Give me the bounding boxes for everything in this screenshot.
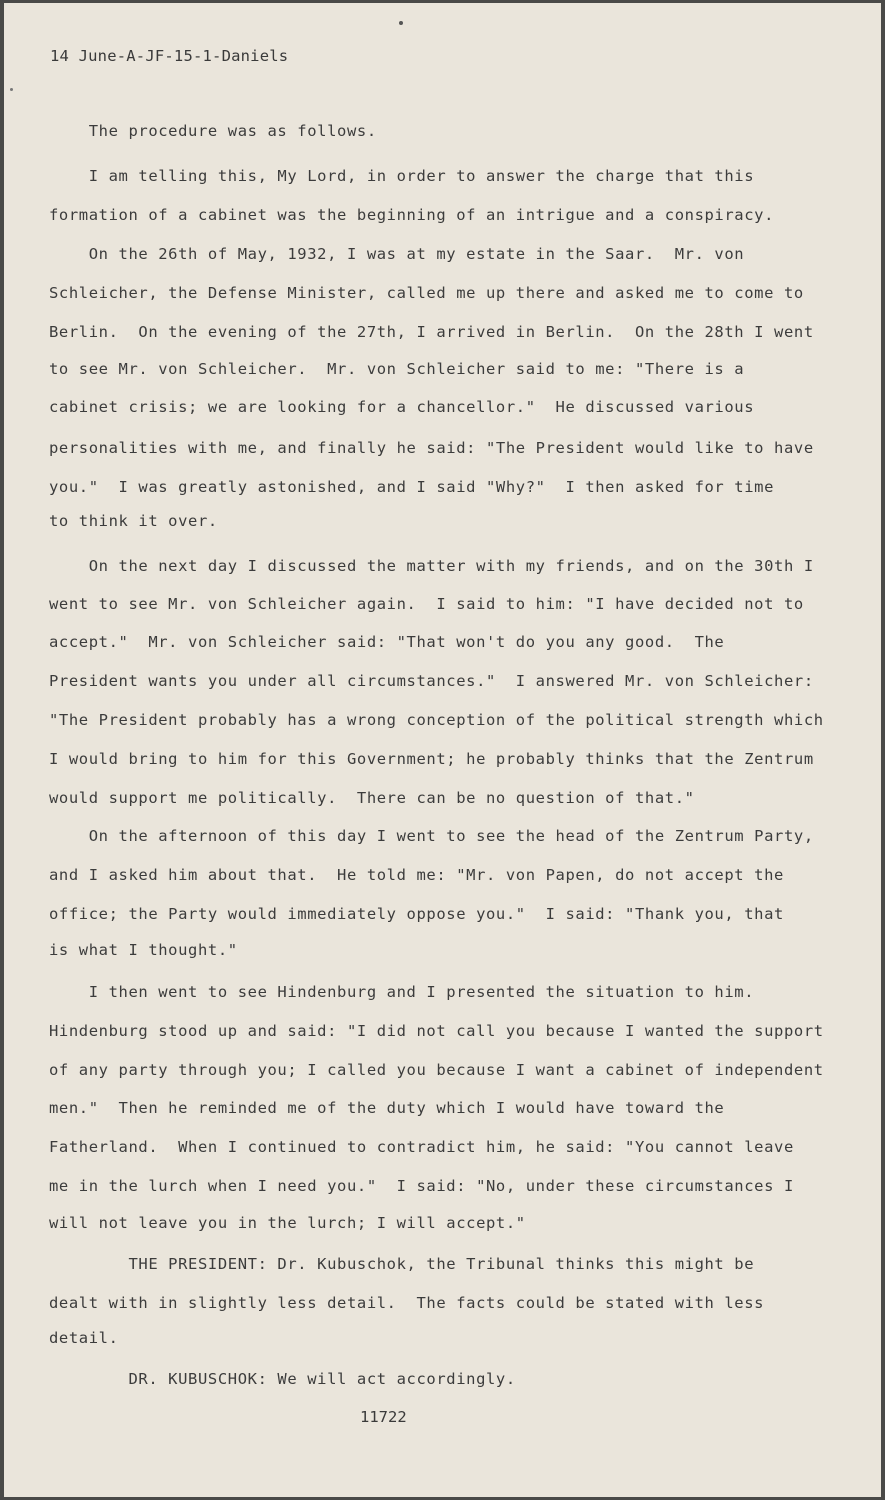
- text-line: DR. KUBUSCHOK: We will act accordingly.: [49, 1370, 516, 1388]
- text-line: personalities with me, and finally he said: "The President would like to have: [49, 439, 814, 457]
- text-line: went to see Mr. von Schleicher again. I said to him: "I have decided not to: [49, 595, 804, 613]
- text-line: I would bring to him for this Government; he probably thinks that the Zentrum: [49, 750, 814, 768]
- text-line: you." I was greatly astonished, and I said "Why?" I then asked for time: [49, 478, 775, 496]
- text-line: to think it over.: [49, 512, 218, 530]
- punch-mark: [399, 21, 403, 25]
- text-line: "The President probably has a wrong conception of the political strength which: [49, 711, 824, 729]
- text-line: to see Mr. von Schleicher. Mr. von Schleicher said to me: "There is a: [49, 360, 745, 378]
- text-line: On the next day I discussed the matter with my friends, and on the 30th I: [49, 557, 814, 575]
- text-line: is what I thought.": [49, 941, 238, 959]
- text-line: cabinet crisis; we are looking for a chancellor." He discussed various: [49, 398, 755, 416]
- punch-mark: [10, 88, 13, 91]
- text-line: Schleicher, the Defense Minister, called me up there and asked me to come to: [49, 284, 804, 302]
- text-line: accept." Mr. von Schleicher said: "That won't do you any good. The: [49, 633, 725, 651]
- text-line: Fatherland. When I continued to contradict him, he said: "You cannot leave: [49, 1138, 794, 1156]
- text-line: President wants you under all circumstances." I answered Mr. von Schleicher:: [49, 672, 814, 690]
- text-line: would support me politically. There can be no question of that.": [49, 789, 695, 807]
- text-line: The procedure was as follows.: [49, 122, 377, 140]
- text-line: On the 26th of May, 1932, I was at my estate in the Saar. Mr. von: [49, 245, 745, 263]
- text-line: of any party through you; I called you because I want a cabinet of independent: [49, 1061, 824, 1079]
- text-line: and I asked him about that. He told me: "Mr. von Papen, do not accept the: [49, 866, 784, 884]
- text-line: On the afternoon of this day I went to see the head of the Zentrum Party,: [49, 827, 814, 845]
- text-line: men." Then he reminded me of the duty which I would have toward the: [49, 1099, 725, 1117]
- text-line: detail.: [49, 1329, 119, 1347]
- page-number: 11722: [360, 1408, 407, 1426]
- text-line: THE PRESIDENT: Dr. Kubuschok, the Tribunal thinks this might be: [49, 1255, 755, 1273]
- text-line: I then went to see Hindenburg and I presented the situation to him.: [49, 983, 755, 1001]
- text-line: Hindenburg stood up and said: "I did not call you because I wanted the support: [49, 1022, 824, 1040]
- text-line: office; the Party would immediately oppose you." I said: "Thank you, that: [49, 905, 784, 923]
- text-line: me in the lurch when I need you." I said: "No, under these circumstances I: [49, 1177, 794, 1195]
- text-line: will not leave you in the lurch; I will accept.": [49, 1214, 526, 1232]
- text-line: I am telling this, My Lord, in order to answer the charge that this: [49, 167, 755, 185]
- document-page: [4, 3, 881, 1497]
- text-line: dealt with in slightly less detail. The facts could be stated with less: [49, 1294, 765, 1312]
- page-header: 14 June-A-JF-15-1-Daniels: [50, 47, 289, 65]
- text-line: formation of a cabinet was the beginning of an intrigue and a conspiracy.: [49, 206, 775, 224]
- text-line: Berlin. On the evening of the 27th, I arrived in Berlin. On the 28th I went: [49, 323, 814, 341]
